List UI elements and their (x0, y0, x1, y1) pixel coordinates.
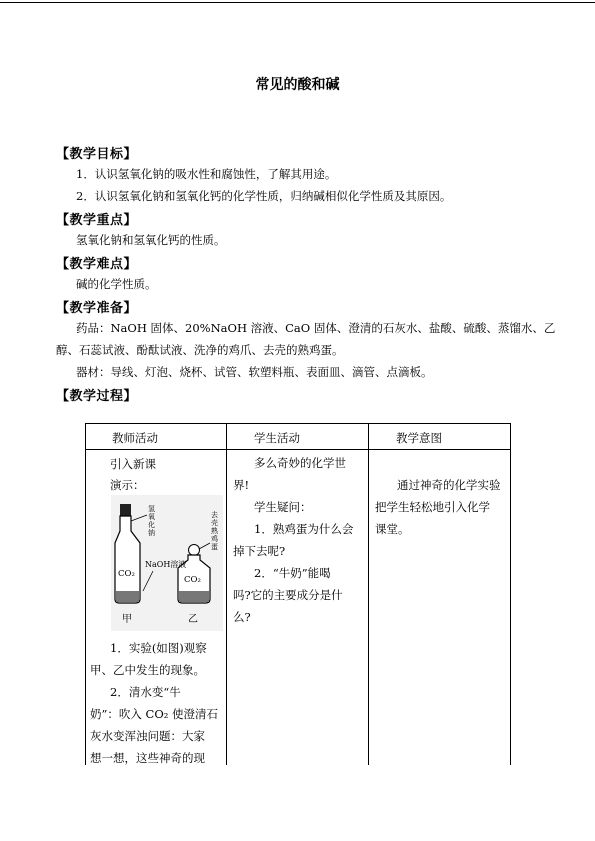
svg-text:蛋: 蛋 (211, 543, 218, 551)
reagents-line-1: 药品：NaOH 固体、20%NaOH 溶液、CaO 固体、澄清的石灰水、盐酸、硫酸、蒸馏水、乙 (76, 321, 556, 335)
bottle-cap (120, 504, 131, 516)
goal-item-1: 1．认识氢氧化钠的吸水性和腐蚀性，了解其用途。 (76, 167, 337, 181)
heading-goals: 【教学目标】 (56, 147, 138, 162)
equipment-line: 器材：导线、灯泡、烧杯、试管、软塑料瓶、表面皿、滴管、点滴板。 (76, 365, 433, 379)
table-divider-2 (368, 423, 369, 765)
heading-key-points: 【教学重点】 (56, 213, 138, 228)
teacher-line: 引入新课 (110, 457, 156, 471)
table-header-student: 学生活动 (254, 431, 300, 445)
svg-text:壳: 壳 (211, 519, 218, 527)
label-jia: 甲 (122, 614, 132, 625)
teacher-line: 灰水变浑浊问题：大家 (90, 729, 205, 743)
svg-text:去: 去 (211, 511, 218, 519)
svg-text:钠: 钠 (148, 529, 155, 537)
table-border-top (85, 423, 511, 424)
co2-label-yi: CO₂ (184, 575, 201, 585)
intent-line: 课堂。 (375, 522, 410, 536)
teacher-line: 2．清水变“牛 (110, 685, 181, 699)
flask-base (179, 591, 209, 602)
teacher-line: 甲、乙中发生的现象。 (90, 663, 205, 677)
header-rule (0, 2, 595, 3)
goal-item-2: 2．认识氢氧化钠和氢氧化钙的化学性质，归纳碱相似化学性质及其原因。 (76, 189, 452, 203)
heading-process: 【教学过程】 (56, 389, 138, 404)
student-line: 吗?它的主要成分是什 (233, 588, 343, 602)
table-header-intent: 教学意图 (396, 431, 442, 445)
table-header-teacher: 教师活动 (112, 431, 158, 445)
page-title: 常见的酸和碱 (255, 77, 340, 93)
student-line: 2．“牛奶”能喝 (254, 566, 331, 580)
student-line: 界! (233, 478, 250, 492)
teacher-line: 演示： (110, 478, 145, 492)
svg-text:熟: 熟 (211, 527, 218, 535)
naoh-solution-label: NaOH溶液 (145, 560, 187, 569)
svg-text:鸡: 鸡 (211, 535, 218, 543)
reagents-line-2: 醇、石蕊试液、酚酞试液、洗净的鸡爪、去壳的熟鸡蛋。 (56, 343, 344, 357)
co2-label-jia: CO₂ (118, 569, 135, 579)
intent-line: 通过神奇的化学实验 (397, 478, 501, 492)
bottle-base (116, 591, 139, 602)
key-points-text: 氢氧化钠和氢氧化钙的性质。 (76, 233, 226, 247)
difficulties-text: 碱的化学性质。 (76, 277, 157, 291)
table-divider-1 (226, 423, 227, 765)
table-border-left (85, 423, 86, 765)
intent-line: 把学生轻松地引入化学 (375, 500, 490, 514)
teacher-line: 1．实验(如图)观察 (110, 641, 207, 655)
student-line: 1．熟鸡蛋为什么会 (254, 522, 354, 536)
student-line: 掉下去呢? (233, 544, 286, 558)
student-line: 多么奇妙的化学世 (254, 456, 346, 470)
student-line: 么? (233, 610, 251, 624)
table-header-rule (85, 449, 511, 450)
heading-difficulties: 【教学难点】 (56, 257, 138, 272)
egg-vertical-label (211, 510, 219, 551)
boiled-egg (189, 545, 200, 556)
label-yi: 乙 (188, 614, 198, 625)
teacher-line: 奶”：吹入 CO₂ 使澄清石 (90, 707, 219, 721)
svg-text:氧: 氧 (148, 513, 155, 521)
naoh-vertical-label (148, 504, 155, 537)
table-border-right (510, 423, 511, 765)
svg-text:氢: 氢 (148, 505, 155, 513)
heading-preparation: 【教学准备】 (56, 301, 138, 316)
experiment-figure (111, 495, 223, 631)
svg-text:化: 化 (148, 521, 155, 529)
student-line: 学生疑问： (254, 500, 312, 514)
teacher-line: 想一想，这些神奇的现 (90, 751, 205, 765)
